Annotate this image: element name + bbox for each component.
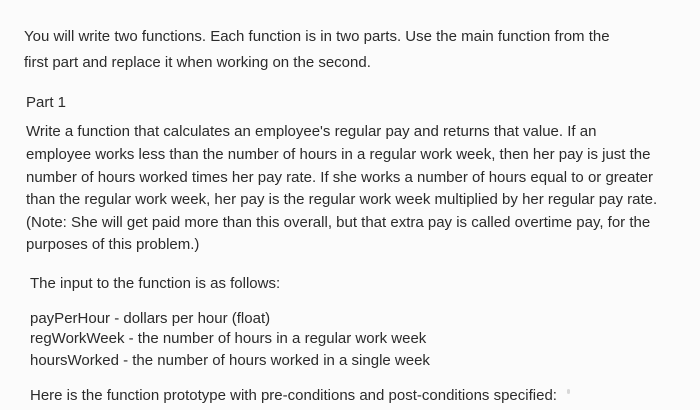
intro-line-1: You will write two functions. Each function is in two parts. Use the main function from the — [24, 28, 610, 45]
description-line-5: (Note: She will get paid more than this overall, but that extra pay is called overtime pay, for the — [26, 214, 651, 231]
section-title: Part 1 — [26, 94, 67, 111]
input-hours-worked: hoursWorked - the number of hours worked in a single week — [30, 352, 430, 369]
description-line-1: Write a function that calculates an employee's regular pay and returns that value. If an — [26, 123, 597, 140]
inputs-intro: The input to the function is as follows: — [30, 275, 281, 292]
description-line-6: purposes of this problem.) — [26, 236, 200, 253]
input-reg-work-week: regWorkWeek - the number of hours in a regular work week — [30, 330, 427, 347]
description-line-3: number of hours worked times her pay rate. If she works a number of hours equal to or greater — [26, 169, 653, 186]
faint-mark — [567, 389, 570, 394]
description-line-2: employee works less than the number of hours in a regular work week, then her pay is just the — [26, 146, 651, 163]
intro-line-2: first part and replace it when working on the second. — [24, 54, 371, 71]
prototype-intro: Here is the function prototype with pre-conditions and post-conditions specified: — [30, 387, 557, 404]
input-pay-per-hour: payPerHour - dollars per hour (float) — [30, 310, 271, 327]
description-line-4: than the regular work week, her pay is the regular work week multiplied by her regular pay rate. — [26, 191, 658, 208]
